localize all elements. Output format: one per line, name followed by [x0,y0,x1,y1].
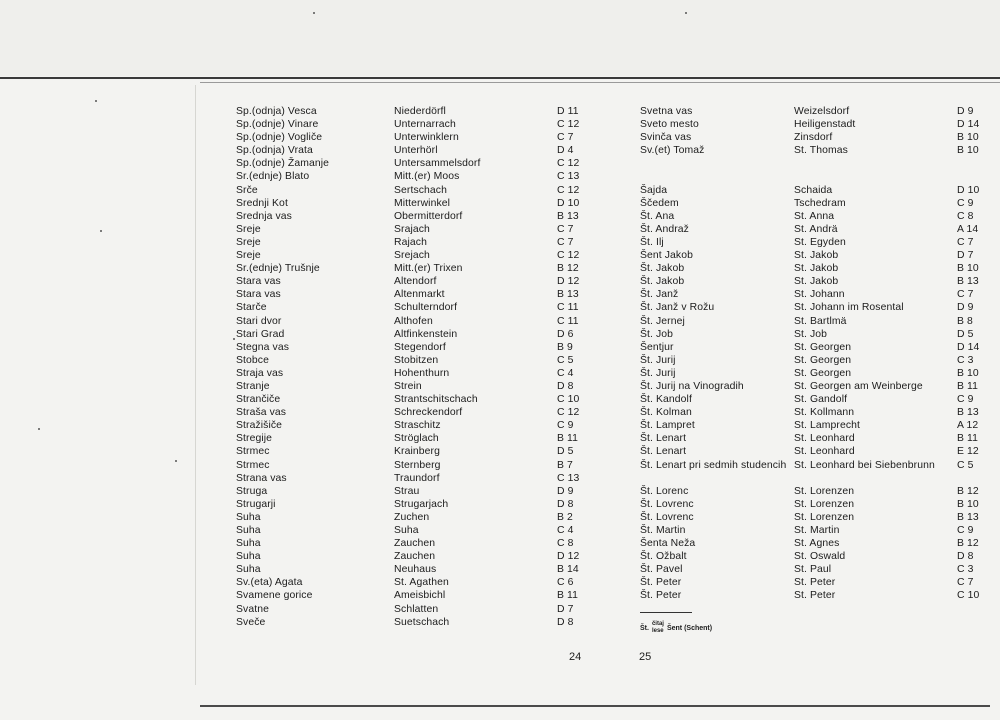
slovene-name: Št. Jakob [640,263,685,275]
grid-reference: B 7 [557,459,573,471]
slovene-name: Št. Lenart pri sedmih studencih [640,459,787,471]
slovene-name: Št. Jurij [640,367,676,379]
german-name: St. Georgen [794,367,852,379]
german-name: Schaida [794,184,833,196]
group-gap [794,157,954,183]
grid-reference: C 10 [557,394,580,406]
german-name: Strau [394,485,420,497]
german-name: Unternarrach [394,119,456,131]
german-name: Suetschach [394,616,450,628]
slovene-name: Št. Martin [640,525,686,536]
german-name: Neuhaus [394,564,437,576]
grid-reference: B 12 [957,485,979,497]
german-name: St. Peter [794,577,836,589]
german-name: St. Bartlmä [794,315,847,327]
german-name: Altendorf [394,276,437,288]
slovene-name: Št. Ana [640,210,675,222]
slovene-name: Suha [236,511,261,523]
slovene-name: Št. Lovrenc [640,498,694,510]
grid-reference: D 8 [557,380,574,392]
grid-reference: C 12 [557,158,580,170]
slovene-name: Št. Janž v Rožu [640,302,715,314]
slovene-name: Šajda [640,184,668,196]
slovene-name: Št. Kolman [640,407,692,419]
grid-reference: D 10 [557,197,580,209]
slovene-name: Sreje [236,223,261,235]
slovene-name: Strugarji [236,498,276,510]
grid-reference: C 12 [557,119,580,131]
slovene-name: Suha [236,538,261,550]
scan-speck [313,12,315,14]
slovene-name: Št. Jurij [640,354,676,366]
grid-reference: B 11 [957,380,979,392]
german-name: Krainberg [394,446,440,458]
german-name: Weizelsdorf [794,106,850,117]
german-name: Heiligenstadt [794,119,856,131]
slovene-name: Št. Lovrenc [640,511,694,523]
grid-reference: C 3 [957,564,974,576]
german-name: Suha [394,525,419,536]
slovene-name: Struga [236,485,268,497]
grid-reference: D 14 [957,119,980,131]
slovene-name: Sv.(et) Tomaž [640,145,705,157]
grid-reference: C 13 [557,472,580,484]
grid-reference: C 12 [557,184,580,196]
grid-reference: C 5 [557,354,574,366]
german-name: Traundorf [394,472,440,484]
grid-reference: D 4 [557,145,574,157]
german-name: St. Job [794,328,828,340]
right-german-column [794,105,954,603]
german-name: Sternberg [394,459,441,471]
german-name: Unterwinklern [394,132,459,144]
slovene-name: Šenta Neža [640,538,696,550]
grid-reference: A 14 [957,223,979,235]
grid-reference: C 9 [557,420,574,432]
scanner-top-margin [0,0,1000,76]
slovene-name: Št. Jakob [640,276,685,288]
slovene-name: Sp.(odnje) Žamanje [236,158,330,170]
group-gap [640,157,790,183]
german-name: Altenmarkt [394,289,445,301]
grid-reference: D 11 [557,106,579,117]
slovene-name: Stegna vas [236,341,289,353]
left-german-column [394,105,554,629]
slovene-name: Svinča vas [640,132,692,144]
german-name: St. Agathen [394,577,449,589]
grid-reference: E 12 [957,446,979,458]
footnote-text: Šent (Schent) [666,624,713,632]
slovene-name: Št. Pavel [640,564,683,576]
german-name: Untersammelsdorf [394,158,481,170]
grid-reference: B 8 [957,315,973,327]
right-slovene-column [640,105,790,603]
grid-reference: D 12 [557,276,580,288]
slovene-name: Svamene gorice [236,590,313,602]
german-name: Hohenthurn [394,367,450,379]
grid-reference: D 7 [957,250,974,262]
german-name: Sertschach [394,184,447,196]
german-name: Schlatten [394,603,439,615]
grid-reference: D 9 [557,485,574,497]
top-rule-thin [200,82,1000,83]
slovene-name: Svatne [236,603,269,615]
slovene-name: Sv.(eta) Agata [236,577,303,589]
german-name: St. Andrä [794,223,838,235]
grid-reference: B 13 [957,407,979,419]
page-edge [195,85,196,685]
slovene-name: Sp.(odnje) Vogliče [236,132,323,144]
footnote-read-bottom: lese [651,628,664,634]
grid-reference: B 13 [557,289,579,301]
german-name: St. Johann [794,289,845,301]
german-name: St. Thomas [794,145,848,157]
german-name: Unterhörl [394,145,438,157]
german-name: Ameisbichl [394,590,446,602]
grid-reference: B 14 [557,564,579,576]
slovene-name: Sreje [236,236,261,248]
grid-reference: C 11 [557,315,579,327]
german-name: Stegendorf [394,341,446,353]
german-name: Zauchen [394,551,436,563]
slovene-name: Strančiče [236,394,281,406]
german-name: St. Leonhard bei Siebenbrunn [794,459,935,471]
german-name: Strein [394,380,422,392]
slovene-name: Št. Jernej [640,315,685,327]
slovene-name: Sveče [236,616,266,628]
slovene-name: Št. Janž [640,289,679,301]
german-name: St. Jakob [794,263,839,275]
slovene-name: Stara vas [236,289,281,301]
grid-reference: C 5 [957,459,974,471]
german-name: St. Gandolf [794,394,848,406]
german-name: St. Leonhard [794,446,855,458]
grid-reference: B 13 [557,210,579,222]
grid-reference: D 12 [557,551,580,563]
german-name: St. Egyden [794,236,846,248]
slovene-name: Stražišiče [236,420,283,432]
grid-reference: D 6 [557,328,574,340]
grid-reference: B 12 [957,538,979,550]
german-name: St. Jakob [794,250,839,262]
grid-reference: C 9 [957,394,974,406]
scan-speck [685,12,687,14]
grid-reference: C 9 [957,197,974,209]
slovene-name: Svetna vas [640,106,693,117]
scan-speck [95,100,97,102]
german-name: St. Paul [794,564,832,576]
slovene-name: Šentjur [640,341,674,353]
german-name: Zauchen [394,538,436,550]
slovene-name: Št. Andraž [640,223,689,235]
grid-reference: D 8 [957,551,974,563]
german-name: St. Leonhard [794,433,855,445]
grid-reference: D 9 [957,302,974,314]
german-name: St. Jakob [794,276,839,288]
grid-reference: C 10 [957,590,980,602]
grid-reference: C 7 [557,132,574,144]
german-name: Straschitz [394,420,441,432]
slovene-name: Št. Peter [640,590,682,602]
slovene-name: Stari Grad [236,328,285,340]
top-rule [0,77,1000,79]
group-gap [957,157,997,183]
german-name: Stobitzen [394,354,439,366]
german-name: Niederdörfl [394,106,446,117]
slovene-name: Suha [236,551,261,563]
grid-reference: C 11 [557,302,579,314]
slovene-name: Suha [236,564,261,576]
german-name: St. Peter [794,590,836,602]
grid-reference: D 5 [957,328,974,340]
left-grid-column [557,105,597,629]
grid-reference: C 7 [557,236,574,248]
slovene-name: Št. Kandolf [640,394,692,406]
german-name: Mitt.(er) Moos [394,171,460,183]
right-grid-column [957,105,997,603]
slovene-name: Strana vas [236,472,287,484]
slovene-name: Šent Jakob [640,250,693,262]
grid-reference: D 9 [957,106,974,117]
german-name: Zuchen [394,511,430,523]
grid-reference: C 7 [957,577,974,589]
grid-reference: C 8 [957,210,974,222]
german-name: St. Georgen am Weinberge [794,380,923,392]
page-number-right: 25 [639,651,652,663]
german-name: Tschedram [794,197,846,209]
grid-reference: C 12 [557,250,580,262]
grid-reference: C 6 [557,577,574,589]
german-name: Zinsdorf [794,132,833,144]
grid-reference: B 10 [957,132,979,144]
grid-reference: B 11 [957,433,979,445]
grid-reference: B 10 [957,367,979,379]
grid-reference: C 7 [957,236,974,248]
grid-reference: B 11 [557,433,579,445]
slovene-name: Strmec [236,446,270,458]
slovene-name: Ščedem [640,197,679,209]
german-name: St. Johann im Rosental [794,302,904,314]
footnote [640,612,760,635]
grid-reference: C 7 [557,223,574,235]
grid-reference: C 7 [957,289,974,301]
slovene-name: Stranje [236,380,270,392]
slovene-name: Srednji Kot [236,197,288,209]
slovene-name: Št. Lampret [640,420,695,432]
footnote-abbr: Št. [640,624,649,632]
german-name: Schulterndorf [394,302,458,314]
grid-reference: D 7 [557,603,574,615]
left-slovene-column [236,105,386,629]
grid-reference: C 3 [957,354,974,366]
german-name: St. Lorenzen [794,498,855,510]
scan-speck [100,230,102,232]
slovene-name: Sveto mesto [640,119,699,131]
slovene-name: Št. Lenart [640,446,687,458]
german-name: St. Kollmann [794,407,855,419]
german-name: Schreckendorf [394,407,463,419]
slovene-name: Št. Job [640,328,674,340]
slovene-name: Srče [236,184,258,196]
slovene-name: Sr.(ednje) Trušnje [236,263,320,275]
scan-speck [233,338,235,340]
german-name: St. Lorenzen [794,485,855,497]
slovene-name: Srednja vas [236,210,292,222]
grid-reference: D 14 [957,341,980,353]
german-name: Mitt.(er) Trixen [394,263,463,275]
slovene-name: Sp.(odnja) Vrata [236,145,313,157]
slovene-name: Sp.(odnja) Vesca [236,106,317,117]
slovene-name: Št. Peter [640,577,682,589]
grid-reference: B 10 [957,498,979,510]
slovene-name: Stari dvor [236,315,282,327]
slovene-name: Starče [236,302,267,314]
grid-reference: C 4 [557,367,574,379]
german-name: Altfinkenstein [394,328,458,340]
german-name: St. Georgen [794,354,852,366]
german-name: Srejach [394,250,430,262]
slovene-name: Sr.(ednje) Blato [236,171,310,183]
slovene-name: Stara vas [236,276,281,288]
grid-reference: C 12 [557,407,580,419]
german-name: Srajach [394,223,430,235]
german-name: St. Anna [794,210,835,222]
german-name: Mitterwinkel [394,197,451,209]
slovene-name: Št. Jurij na Vinogradih [640,380,744,392]
german-name: St. Agnes [794,538,840,550]
german-name: St. Oswald [794,551,846,563]
slovene-name: Sreje [236,250,261,262]
german-name: St. Martin [794,525,840,536]
german-name: St. Georgen [794,341,852,353]
slovene-name: Stobce [236,354,269,366]
german-name: Ströglach [394,433,439,445]
slovene-name: Strmec [236,459,270,471]
grid-reference: C 8 [557,538,574,550]
grid-reference: B 2 [557,511,573,523]
german-name: Strugarjach [394,498,449,510]
bottom-rule [200,705,990,707]
grid-reference: B 11 [557,590,579,602]
grid-reference: B 9 [557,341,573,353]
slovene-name: Št. Lorenc [640,485,689,497]
grid-reference: A 12 [957,420,979,432]
slovene-name: Št. Ilj [640,236,664,248]
grid-reference: D 8 [557,498,574,510]
slovene-name: Straša vas [236,407,287,419]
grid-reference: B 13 [957,511,979,523]
slovene-name: Stregije [236,433,273,445]
german-name: Althofen [394,315,433,327]
grid-reference: C 9 [957,525,974,536]
german-name: Obermitterdorf [394,210,463,222]
scan-speck [38,428,40,430]
grid-reference: B 12 [557,263,579,275]
grid-reference: B 10 [957,263,979,275]
grid-reference: D 5 [557,446,574,458]
grid-reference: B 13 [957,276,979,288]
grid-reference: C 13 [557,171,580,183]
slovene-name: Suha [236,525,261,536]
slovene-name: Št. Ožbalt [640,551,687,563]
german-name: Strantschitschach [394,394,478,406]
scan-speck [175,460,177,462]
grid-reference: D 8 [557,616,574,628]
slovene-name: Št. Lenart [640,433,687,445]
grid-reference: B 10 [957,145,979,157]
german-name: St. Lamprecht [794,420,860,432]
footnote-rule [640,612,692,613]
grid-reference: C 4 [557,525,574,536]
footnote-read-top: čitaj [651,621,664,627]
german-name: Rajach [394,236,427,248]
slovene-name: Sp.(odnje) Vinare [236,119,319,131]
german-name: St. Lorenzen [794,511,855,523]
page-number-left: 24 [569,651,582,663]
grid-reference: D 10 [957,184,980,196]
slovene-name: Straja vas [236,367,284,379]
